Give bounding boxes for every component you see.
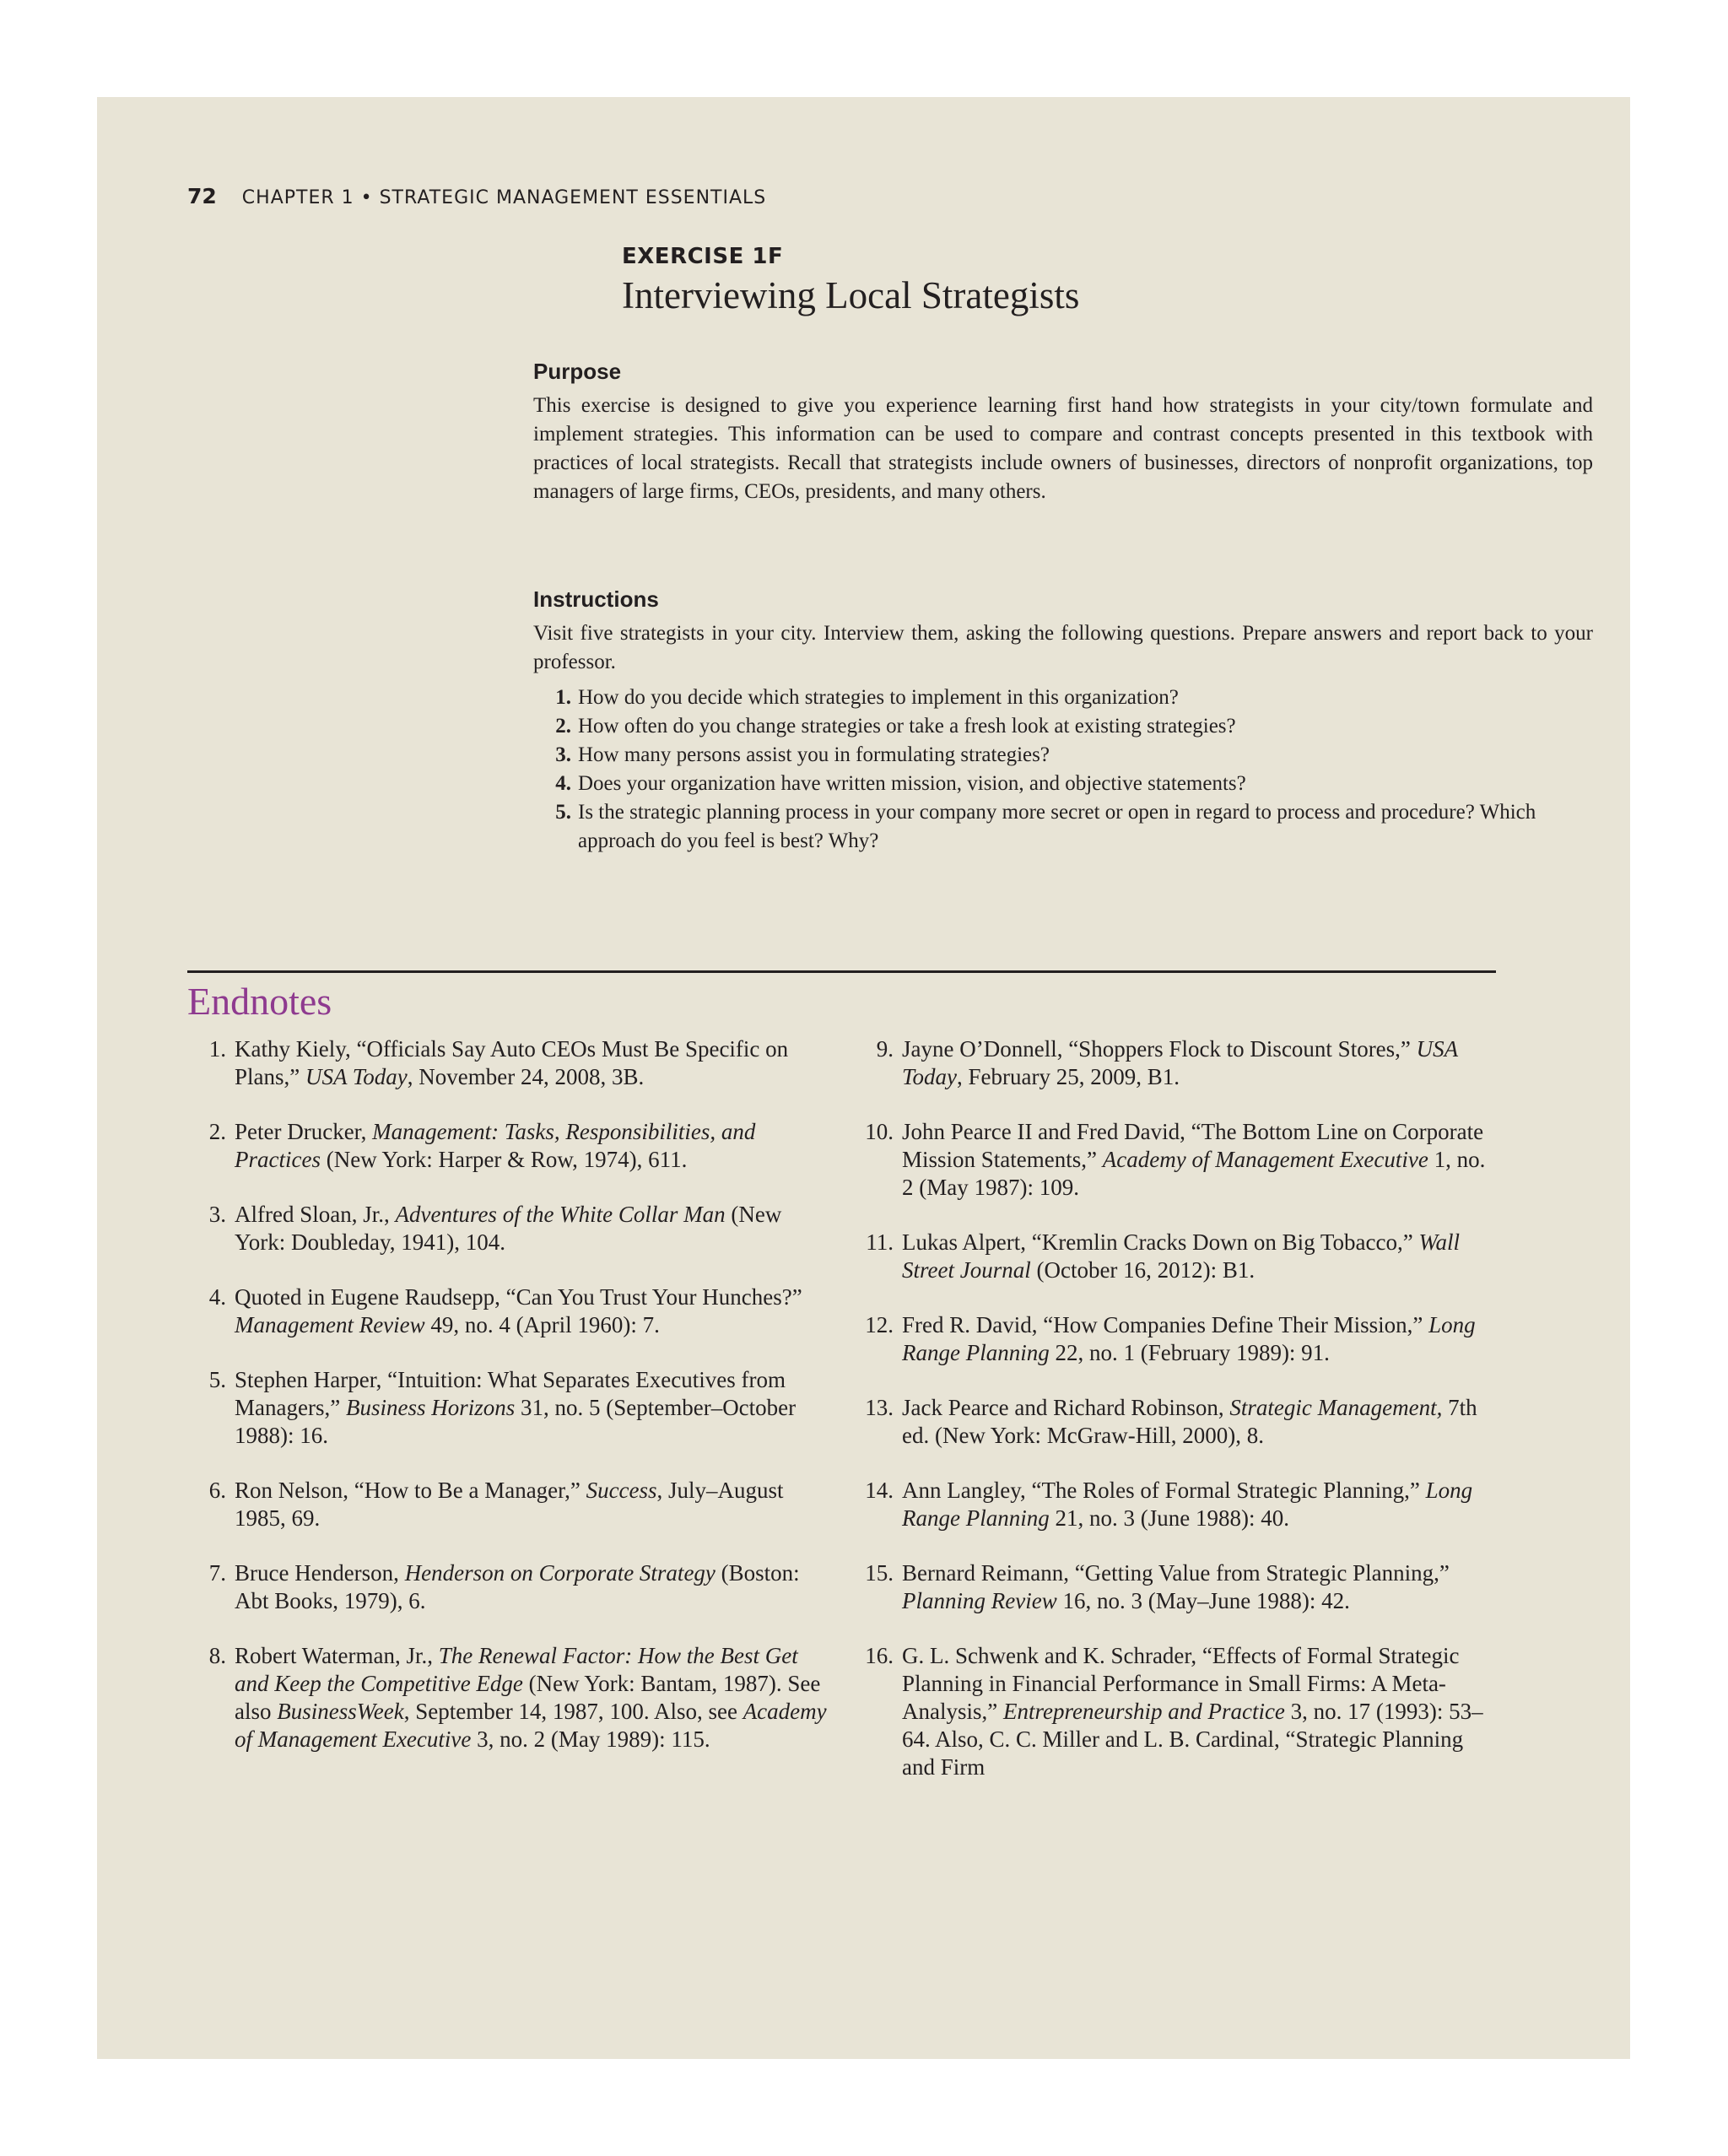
endnote-text: 1, no. 2 (May 1987): 109. bbox=[902, 1147, 1486, 1200]
question-text: Is the strategic planning process in your company more secret or open in regard to process and procedure? Which approach do you feel is best? Why? bbox=[578, 801, 1536, 852]
purpose-text: This exercise is designed to give you experience learning first hand how strategists in your city/town formulate and implement strategies. This information can be used to compare and contrast concepts presented in this textbook with practices of local strategists. Recall that strategists include owners of businesses, directors of nonprofit organizations, top managers of large firms, CEOs, presidents, and many others. bbox=[533, 394, 1593, 503]
list-item bbox=[533, 798, 1593, 856]
endnote-italic-text: Academy of Management Executive bbox=[235, 1699, 827, 1752]
list-item bbox=[533, 741, 1593, 770]
endnote-text: John Pearce II and Fred David, “The Bottom Line on Corporate Mission Statements,” bbox=[902, 1119, 1484, 1172]
endnote-item bbox=[855, 1311, 1496, 1367]
endnote-number: 4. bbox=[208, 1284, 226, 1310]
endnote-text: Ron Nelson, “How to Be a Manager,” bbox=[235, 1478, 586, 1503]
endnote-text: Peter Drucker, bbox=[235, 1119, 373, 1144]
endnote-number: 12. bbox=[865, 1312, 894, 1337]
endnote-text: Robert Waterman, Jr., bbox=[235, 1643, 439, 1668]
endnote-text: Jack Pearce and Richard Robinson, bbox=[902, 1395, 1230, 1420]
endnotes-column-right bbox=[855, 1035, 1496, 1781]
endnote-italic-text: Entrepreneurship and Practice bbox=[1002, 1699, 1285, 1724]
endnote-number: 2. bbox=[208, 1119, 226, 1144]
endnote-text: G. L. Schwenk and K. Schrader, “Effects of Formal Strategic Planning in Financial Performance in Small Firms: A Meta-Analysis,” bbox=[902, 1643, 1460, 1724]
page bbox=[97, 97, 1630, 2059]
instructions-heading: Instructions bbox=[533, 586, 659, 612]
endnote-text: , November 24, 2008, 3B. bbox=[407, 1064, 645, 1089]
question-number: 4. bbox=[555, 772, 571, 795]
page-number: 72 bbox=[187, 184, 217, 208]
endnote-number: 6. bbox=[208, 1478, 226, 1503]
endnote-text: Stephen Harper, “Intuition: What Separates Executives from Managers,” bbox=[235, 1367, 786, 1420]
endnote-item bbox=[187, 1642, 829, 1753]
endnote-italic-text: Management: Tasks, Responsibilities, and Practices bbox=[235, 1119, 756, 1172]
endnote-number: 5. bbox=[208, 1367, 226, 1392]
endnote-italic-text: Planning Review bbox=[902, 1588, 1057, 1613]
endnote-italic-text: BusinessWeek bbox=[277, 1699, 404, 1724]
endnote-text: (New York: Harper & Row, 1974), 611. bbox=[320, 1147, 688, 1172]
exercise-label: EXERCISE 1F bbox=[622, 244, 784, 269]
endnote-text: 3, no. 17 (1993): 53–64. Also, C. C. Miller and L. B. Cardinal, “Strategic Planning and Firm bbox=[902, 1699, 1483, 1780]
endnote-item bbox=[187, 1283, 829, 1339]
endnote-italic-text: USA Today bbox=[305, 1064, 408, 1089]
endnote-text: Alfred Sloan, Jr., bbox=[235, 1202, 396, 1227]
endnote-item bbox=[187, 1035, 829, 1091]
endnote-number: 1. bbox=[208, 1036, 226, 1062]
endnote-number: 10. bbox=[865, 1119, 894, 1144]
question-text: How many persons assist you in formulating strategies? bbox=[578, 743, 1050, 766]
endnote-item bbox=[855, 1394, 1496, 1450]
endnote-item bbox=[187, 1366, 829, 1450]
endnote-text: (New York: Bantam, 1987). See also bbox=[235, 1671, 821, 1724]
endnote-item bbox=[855, 1559, 1496, 1615]
endnote-italic-text: Business Horizons bbox=[345, 1395, 516, 1420]
endnote-text: (Boston: Abt Books, 1979), 6. bbox=[235, 1560, 800, 1613]
endnote-number: 15. bbox=[865, 1560, 894, 1586]
endnote-number: 13. bbox=[865, 1395, 894, 1420]
endnotes-column-left bbox=[187, 1035, 829, 1753]
endnote-text: (New York: Doubleday, 1941), 104. bbox=[235, 1202, 782, 1255]
instructions-text: Visit five strategists in your city. Interview them, asking the following questions. Prepare answers and report back to your professor. bbox=[533, 622, 1593, 673]
endnote-text: 7th ed. (New York: McGraw-Hill, 2000), 8. bbox=[902, 1395, 1477, 1448]
endnote-number: 14. bbox=[865, 1478, 894, 1503]
endnote-text: , September 14, 1987, 100. Also, see bbox=[403, 1699, 743, 1724]
endnote-text: Bernard Reimann, “Getting Value from Strategic Planning,” bbox=[902, 1560, 1450, 1586]
endnote-number: 9. bbox=[876, 1036, 894, 1062]
endnote-number: 7. bbox=[208, 1560, 226, 1586]
endnote-number: 3. bbox=[208, 1202, 226, 1227]
purpose-heading: Purpose bbox=[533, 359, 622, 384]
question-text: How often do you change strategies or take a fresh look at existing strategies? bbox=[578, 715, 1236, 738]
list-item bbox=[533, 684, 1593, 712]
endnote-text: 31, no. 5 (September–October 1988): 16. bbox=[235, 1395, 796, 1448]
question-number: 1. bbox=[555, 686, 571, 709]
endnote-number: 16. bbox=[865, 1643, 894, 1668]
endnote-text: Quoted in Eugene Raudsepp, “Can You Trust Your Hunches?” bbox=[235, 1284, 802, 1310]
endnote-text: Fred R. David, “How Companies Define Their Mission,” bbox=[902, 1312, 1429, 1337]
endnote-item bbox=[855, 1035, 1496, 1091]
exercise-title: Interviewing Local Strategists bbox=[622, 274, 1080, 316]
endnote-text: 3, no. 2 (May 1989): 115. bbox=[471, 1726, 710, 1752]
endnote-italic-text: Management Review bbox=[235, 1312, 425, 1337]
endnote-italic-text: Success bbox=[586, 1478, 657, 1503]
endnote-text: Ann Langley, “The Roles of Formal Strategic Planning,” bbox=[902, 1478, 1426, 1503]
endnote-italic-text: Adventures of the White Collar Man bbox=[395, 1202, 726, 1227]
endnote-item bbox=[855, 1118, 1496, 1202]
endnote-italic-text: USA Today bbox=[902, 1036, 1458, 1089]
endnote-italic-text: Wall Street Journal bbox=[902, 1229, 1460, 1283]
endnote-text: , July–August 1985, 69. bbox=[235, 1478, 784, 1531]
endnote-item bbox=[855, 1477, 1496, 1532]
endnote-text: (October 16, 2012): B1. bbox=[1030, 1257, 1256, 1283]
chapter-title: CHAPTER 1 • STRATEGIC MANAGEMENT ESSENTIALS bbox=[241, 187, 767, 208]
endnote-item bbox=[855, 1229, 1496, 1284]
endnotes-heading: Endnotes bbox=[187, 980, 332, 1023]
endnote-number: 8. bbox=[208, 1643, 226, 1668]
question-list bbox=[533, 684, 1593, 856]
running-head bbox=[187, 184, 766, 208]
endnote-item bbox=[187, 1559, 829, 1615]
endnote-text: 21, no. 3 (June 1988): 40. bbox=[1049, 1505, 1289, 1531]
endnote-text: 49, no. 4 (April 1960): 7. bbox=[424, 1312, 660, 1337]
endnote-italic-text: Long Range Planning bbox=[902, 1478, 1473, 1531]
endnote-italic-text: Henderson on Corporate Strategy bbox=[404, 1560, 716, 1586]
question-text: How do you decide which strategies to implement in this organization? bbox=[578, 686, 1179, 709]
endnote-text: 22, no. 1 (February 1989): 91. bbox=[1049, 1340, 1330, 1365]
endnote-item bbox=[187, 1477, 829, 1532]
endnote-text: , February 25, 2009, B1. bbox=[957, 1064, 1180, 1089]
endnote-text: Lukas Alpert, “Kremlin Cracks Down on Big Tobacco,” bbox=[902, 1229, 1419, 1255]
section-divider bbox=[187, 970, 1496, 973]
endnote-text: Bruce Henderson, bbox=[235, 1560, 405, 1586]
endnote-item bbox=[855, 1642, 1496, 1781]
question-number: 3. bbox=[555, 743, 571, 766]
endnote-italic-text: Academy of Management Executive bbox=[1102, 1147, 1428, 1172]
endnote-italic-text: Strategic Management, bbox=[1229, 1395, 1443, 1420]
question-number: 2. bbox=[555, 715, 571, 738]
endnote-italic-text: Long Range Planning bbox=[902, 1312, 1476, 1365]
list-item bbox=[533, 770, 1593, 798]
endnote-number: 11. bbox=[866, 1229, 894, 1255]
endnote-text: Kathy Kiely, “Officials Say Auto CEOs Must Be Specific on Plans,” bbox=[235, 1036, 789, 1089]
endnote-text: Jayne O’Donnell, “Shoppers Flock to Discount Stores,” bbox=[902, 1036, 1417, 1062]
question-text: Does your organization have written mission, vision, and objective statements? bbox=[578, 772, 1246, 795]
endnote-item bbox=[187, 1201, 829, 1256]
endnote-item bbox=[187, 1118, 829, 1174]
endnote-text: 16, no. 3 (May–June 1988): 42. bbox=[1056, 1588, 1350, 1613]
list-item bbox=[533, 712, 1593, 741]
endnote-italic-text: The Renewal Factor: How the Best Get and Keep the Competitive Edge bbox=[235, 1643, 798, 1696]
question-number: 5. bbox=[555, 801, 571, 824]
